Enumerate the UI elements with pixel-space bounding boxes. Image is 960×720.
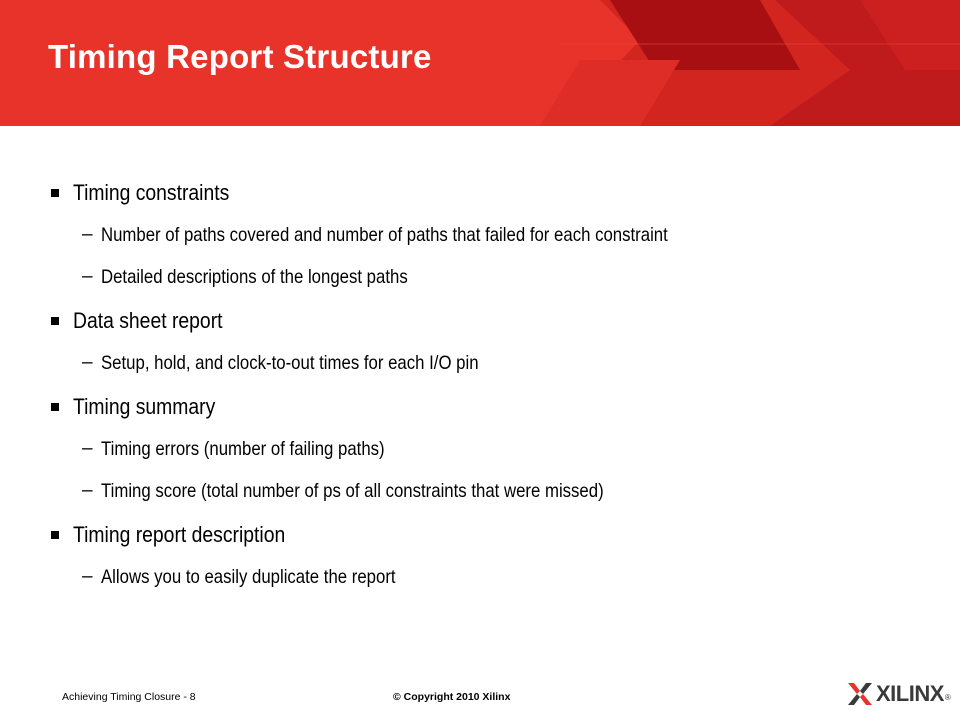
dash-bullet-icon: – [82,480,93,501]
sub-bullet-item [50,556,930,598]
bullet-group [50,514,930,598]
bullet-group [50,386,930,512]
sub-bullet-text: Detailed descriptions of the longest paths [100,265,408,288]
sub-bullet-text: Allows you to easily duplicate the report [100,565,396,588]
dash-bullet-icon: – [82,352,93,373]
footer-copyright: © Copyright 2010 Xilinx [393,691,511,703]
slide-header [0,0,960,126]
sub-bullet-item [50,214,930,256]
square-bullet-icon [51,403,59,411]
bullet-text: Data sheet report [73,308,223,333]
bullet-text: Timing report description [73,522,286,547]
sub-bullet-item [50,428,930,470]
bullet-item [50,514,930,556]
dash-bullet-icon: – [82,224,93,245]
slide-title: Timing Report Structure [48,38,432,75]
bullet-item [50,300,930,342]
sub-bullet-text: Timing score (total number of ps of all constraints that were missed) [100,479,604,502]
xilinx-logo [848,680,951,708]
dash-bullet-icon: – [82,438,93,459]
bullet-group [50,172,930,298]
xilinx-x-icon [848,683,872,705]
bullet-item [50,386,930,428]
sub-bullet-item [50,256,930,298]
logo-wordmark: XILINX [876,681,944,706]
square-bullet-icon [51,531,59,539]
bullet-text: Timing summary [73,394,216,419]
registered-mark: ® [944,693,951,702]
dash-bullet-icon: – [82,566,93,587]
square-bullet-icon [51,317,59,325]
sub-bullet-item [50,470,930,512]
bullet-group [50,300,930,384]
bullet-item [50,172,930,214]
bullet-text: Timing constraints [73,180,230,205]
square-bullet-icon [51,189,59,197]
sub-bullet-text: Setup, hold, and clock-to-out times for each I/O pin [100,351,479,374]
sub-bullet-text: Number of paths covered and number of paths that failed for each constraint [100,223,668,246]
sub-bullet-text: Timing errors (number of failing paths) [100,437,385,460]
slide-body [50,172,930,598]
footer-page-label: Achieving Timing Closure - 8 [62,691,196,703]
sub-bullet-item [50,342,930,384]
dash-bullet-icon: – [82,266,93,287]
